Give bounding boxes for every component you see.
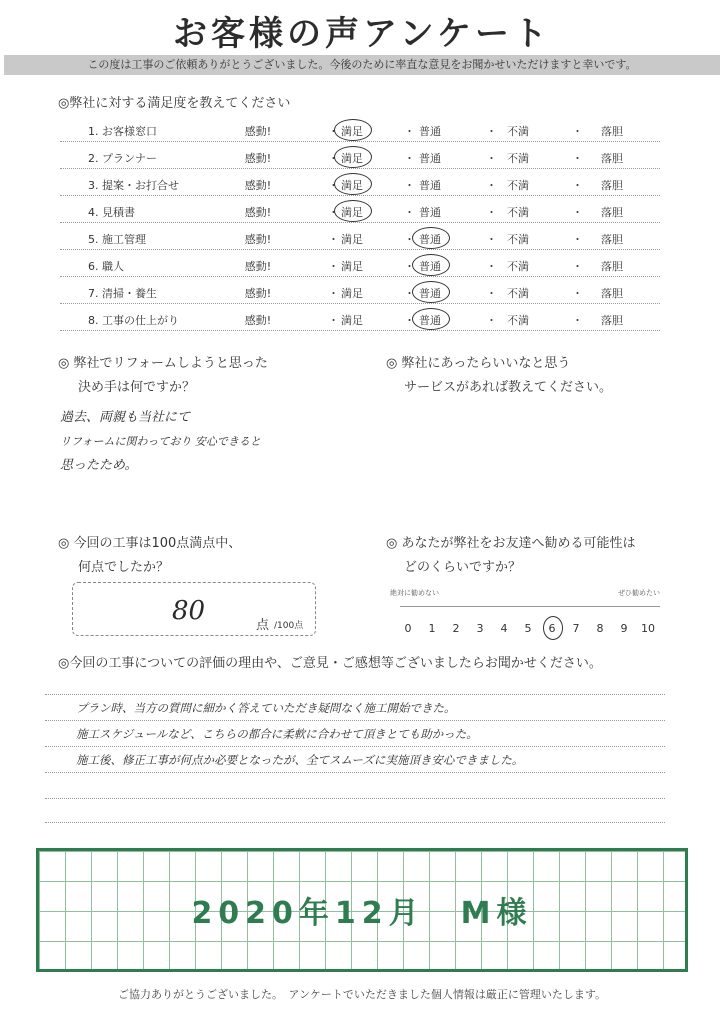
scale-number: 5	[524, 622, 532, 635]
q-score-line1: ◎ 今回の工事は100点満点中、	[58, 536, 242, 551]
row-label: 4. 見積書	[88, 206, 135, 219]
scale-number: 10	[641, 622, 655, 635]
row-rule	[60, 249, 660, 250]
comment-rule	[45, 798, 665, 799]
separator-dot: ・	[404, 152, 415, 165]
rating-option: 普通	[419, 179, 441, 192]
answer-line: 思ったため。	[60, 458, 138, 473]
separator-dot: ・	[404, 125, 415, 138]
selection-circle	[334, 119, 372, 141]
rating-option: 落胆	[601, 206, 623, 219]
row-rule	[60, 276, 660, 277]
q-reason-line1: ◎ 弊社でリフォームしようと思った	[58, 356, 268, 371]
row-label: 5. 施工管理	[88, 233, 146, 246]
rating-option: 不満	[507, 287, 529, 300]
comment-line: 施工スケジュールなど、こちらの都合に柔軟に合わせて頂きとても助かった。	[76, 727, 478, 741]
rating-option: 普通	[419, 314, 441, 327]
separator-dot: ・	[572, 179, 583, 192]
separator-dot: ・	[486, 233, 497, 246]
q-comments-heading: ◎今回の工事についての評価の理由や、ご意見・ご感想等ございましたらお聞かせください。	[58, 656, 602, 671]
separator-dot: ・	[572, 125, 583, 138]
rating-option: 感動!	[244, 287, 272, 300]
rating-option: 満足	[341, 179, 363, 192]
rating-option: 満足	[341, 206, 363, 219]
scale-number: 2	[452, 622, 460, 635]
row-rule	[60, 195, 660, 196]
comment-rule	[45, 720, 665, 721]
rating-option: 普通	[419, 287, 441, 300]
separator-dot: ・	[572, 233, 583, 246]
q-reason-line2: 決め手は何ですか？	[78, 380, 196, 395]
satisfaction-row	[60, 118, 660, 142]
separator-dot: ・	[486, 314, 497, 327]
separator-dot: ・	[486, 152, 497, 165]
q-score-line2: 何点でしたか？	[78, 560, 170, 575]
rating-option: 落胆	[601, 233, 623, 246]
rating-option: 普通	[419, 125, 441, 138]
scale-number: 1	[428, 622, 436, 635]
satisfaction-row	[60, 172, 660, 196]
comment-rule	[45, 822, 665, 823]
separator-dot: ・	[328, 287, 339, 300]
selection-circle	[334, 173, 372, 195]
separator-dot: ・	[572, 287, 583, 300]
scale-high-label: ぜひ勧めたい	[618, 589, 660, 597]
rating-option: 感動!	[244, 206, 272, 219]
rating-option: 満足	[341, 287, 363, 300]
rating-option: 満足	[341, 314, 363, 327]
page-title: お客様の声アンケート	[173, 14, 551, 54]
scale-number: 0	[404, 622, 412, 635]
comment-rule	[45, 772, 665, 773]
separator-dot: ・	[328, 125, 339, 138]
satisfaction-row	[60, 145, 660, 169]
rating-option: 落胆	[601, 179, 623, 192]
rating-option: 落胆	[601, 314, 623, 327]
rating-option: 不満	[507, 314, 529, 327]
scale-line	[400, 606, 660, 607]
scale-number: 6	[548, 622, 556, 635]
satisfaction-heading: ◎弊社に対する満足度を教えてください	[58, 96, 291, 111]
separator-dot: ・	[486, 179, 497, 192]
scale-number: 7	[572, 622, 580, 635]
comment-line: プラン時、当方の質問に細かく答えていただき疑問なく施工開始できた。	[76, 701, 456, 715]
separator-dot: ・	[328, 314, 339, 327]
answer-line: 過去、両親も当社にて	[60, 410, 191, 425]
q-recommend-line2: どのくらいですか？	[404, 560, 522, 575]
row-rule	[60, 222, 660, 223]
rating-option: 普通	[419, 233, 441, 246]
comment-rule	[45, 746, 665, 747]
q-service-line2: サービスがあれば教えてください。	[404, 380, 613, 395]
separator-dot: ・	[486, 260, 497, 273]
rating-option: 満足	[341, 152, 363, 165]
scale-number: 9	[620, 622, 628, 635]
row-rule	[60, 168, 660, 169]
separator-dot: ・	[572, 206, 583, 219]
separator-dot: ・	[328, 233, 339, 246]
separator-dot: ・	[404, 260, 415, 273]
scale-low-label: 絶対に勧めない	[390, 589, 439, 597]
rating-option: 感動!	[244, 125, 272, 138]
separator-dot: ・	[328, 206, 339, 219]
rating-option: 感動!	[244, 179, 272, 192]
rating-option: 不満	[507, 233, 529, 246]
row-label: 8. 工事の仕上がり	[88, 314, 179, 327]
selection-circle	[412, 308, 450, 330]
separator-dot: ・	[486, 287, 497, 300]
separator-dot: ・	[404, 179, 415, 192]
rating-option: 不満	[507, 152, 529, 165]
rating-option: 満足	[341, 125, 363, 138]
row-label: 3. 提案・お打合せ	[88, 179, 179, 192]
separator-dot: ・	[404, 314, 415, 327]
rating-option: 落胆	[601, 287, 623, 300]
separator-dot: ・	[572, 314, 583, 327]
q-recommend-line1: ◎ あなたが弊社をお友達へ勧める可能性は	[386, 536, 636, 551]
row-label: 6. 職人	[88, 260, 124, 273]
row-rule	[60, 330, 660, 331]
rating-option: 普通	[419, 152, 441, 165]
selection-circle	[412, 254, 450, 276]
separator-dot: ・	[404, 287, 415, 300]
separator-dot: ・	[328, 179, 339, 192]
separator-dot: ・	[572, 260, 583, 273]
separator-dot: ・	[404, 206, 415, 219]
rating-option: 感動!	[244, 233, 272, 246]
rating-option: 感動!	[244, 152, 272, 165]
score-max: /100点	[274, 621, 304, 631]
row-rule	[60, 303, 660, 304]
satisfaction-row	[60, 199, 660, 223]
selection-circle	[543, 616, 563, 640]
q-service-line1: ◎ 弊社にあったらいいなと思う	[386, 356, 571, 371]
rating-option: 不満	[507, 179, 529, 192]
rating-option: 感動!	[244, 260, 272, 273]
scale-number: 8	[596, 622, 604, 635]
satisfaction-row	[60, 253, 660, 277]
rating-option: 不満	[507, 125, 529, 138]
rating-option: 普通	[419, 260, 441, 273]
rating-option: 不満	[507, 260, 529, 273]
rating-option: 落胆	[601, 152, 623, 165]
q-reason-answer	[60, 406, 261, 478]
footer-note: ご協力ありがとうございました。 アンケートでいただきました個人情報は厳正に管理いたします。	[118, 988, 606, 1001]
rating-option: 普通	[419, 206, 441, 219]
scale-number: 4	[500, 622, 508, 635]
selection-circle	[412, 281, 450, 303]
separator-dot: ・	[572, 152, 583, 165]
satisfaction-row	[60, 307, 660, 331]
selection-circle	[412, 227, 450, 249]
separator-dot: ・	[486, 125, 497, 138]
score-value: 80	[172, 596, 206, 626]
selection-circle	[334, 146, 372, 168]
intro-banner: この度は工事のご依頼ありがとうございました。今後のために率直な意見をお聞かせいただけますと幸いです。	[4, 55, 720, 75]
row-label: 7. 清掃・養生	[88, 287, 157, 300]
separator-dot: ・	[328, 260, 339, 273]
selection-circle	[334, 200, 372, 222]
row-label: 2. プランナー	[88, 152, 157, 165]
rating-option: 満足	[341, 233, 363, 246]
row-label: 1. お客様窓口	[88, 125, 157, 138]
satisfaction-row	[60, 280, 660, 304]
rating-option: 落胆	[601, 125, 623, 138]
answer-line: リフォームに関わっており 安心できると	[60, 435, 261, 448]
rating-option: 満足	[341, 260, 363, 273]
satisfaction-row	[60, 226, 660, 250]
rating-option: 落胆	[601, 260, 623, 273]
rating-option: 感動!	[244, 314, 272, 327]
row-rule	[60, 141, 660, 142]
separator-dot: ・	[404, 233, 415, 246]
score-unit: 点	[256, 618, 270, 633]
separator-dot: ・	[486, 206, 497, 219]
comment-line: 施工後、修正工事が何点か必要となったが、全てスムーズに実施頂き安心できました。	[76, 753, 524, 767]
scale-number: 3	[476, 622, 484, 635]
rating-option: 不満	[507, 206, 529, 219]
date-customer-label: 2020年12月 M様	[191, 896, 533, 931]
comment-rule	[45, 694, 665, 695]
separator-dot: ・	[328, 152, 339, 165]
